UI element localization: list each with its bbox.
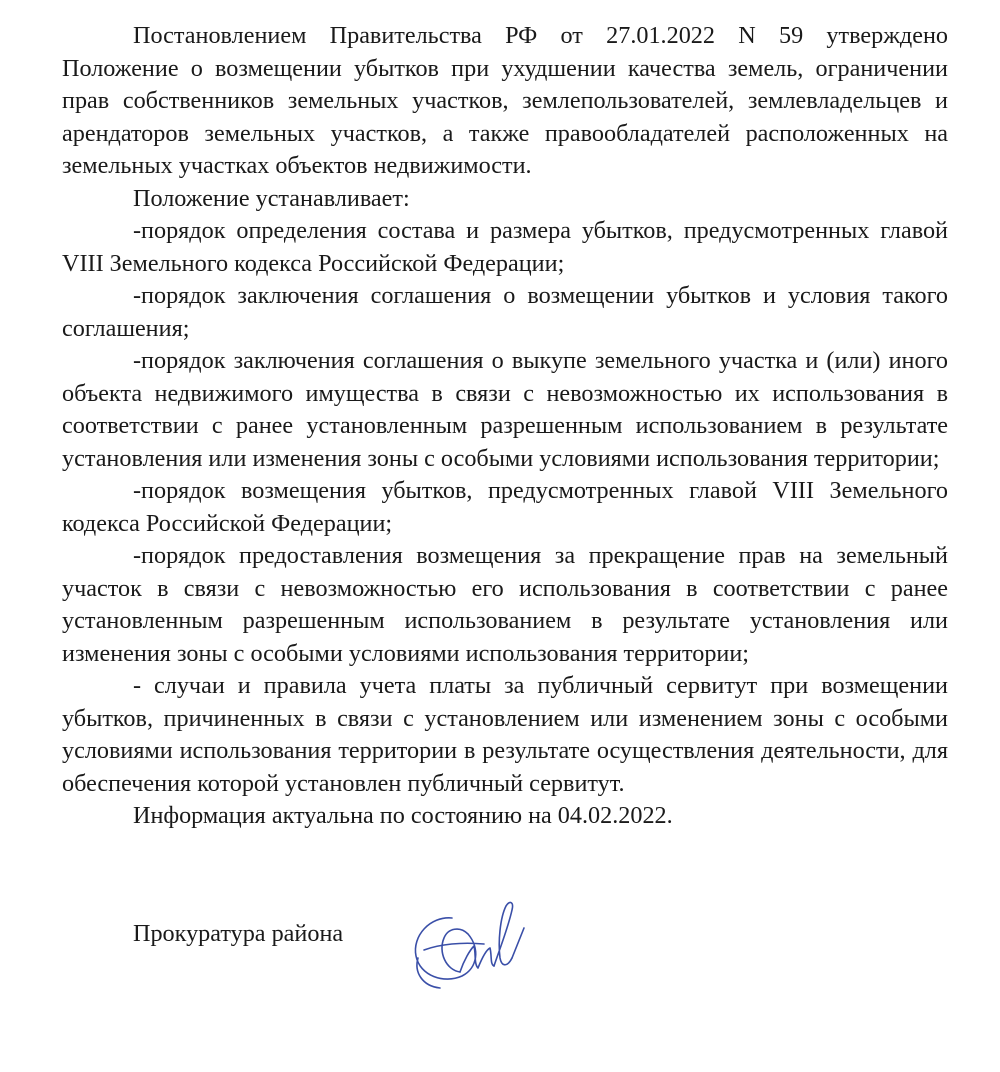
signoff-prosecutor-office: Прокуратура района [133, 920, 344, 947]
list-item-buyout-agreement: -порядок заключения соглашения о выкупе земельного участка и (или) иного объекта недвижимого имущества в связи с невозможностью их использования в соответствии с ранее установленным разрешенным использованием в результате установления или изменения зоны с особыми условиями использования территории; [62, 347, 948, 472]
list-item-losses-compensation: -порядок возмещения убытков, предусмотренных главой VIII Земельного кодекса Российской Федерации; [62, 477, 948, 537]
paragraph-intro: Постановлением Правительства РФ от 27.01.2022 N 59 утверждено Положение о возмещении убытков при ухудшении качества земель, ограничении прав собственников земельных участков, землепользователей, землевладельцев и арендаторов земельных участков, а также правообладателей расположенных на земельных участках объектов недвижимости. [62, 22, 948, 179]
paragraph-info-date: Информация актуальна по состоянию на 04.02.2022. [133, 802, 673, 829]
list-item-public-servitude: - случаи и правила учета платы за публичный сервитут при возмещении убытков, причиненных в связи с установлением или изменением зоны с особыми условиями использования территории в результате осуществления деятельности, для обеспечения которой установлен публичный сервитут. [62, 672, 948, 797]
list-item-rights-termination: -порядок предоставления возмещения за прекращение прав на земельный участок в связи с невозможностью его использования в соответствии с ранее установленным разрешенным использованием в результате установления или изменения зоны с особыми условиями использования территории; [62, 542, 948, 667]
document-body [62, 20, 948, 833]
signature-icon [400, 888, 540, 998]
list-item-losses-composition: -порядок определения состава и размера убытков, предусмотренных главой VIII Земельного кодекса Российской Федерации; [62, 217, 948, 277]
paragraph-establishes: Положение устанавливает: [133, 184, 410, 212]
list-item-agreement-procedure: -порядок заключения соглашения о возмещении убытков и условия такого соглашения; [62, 282, 948, 342]
